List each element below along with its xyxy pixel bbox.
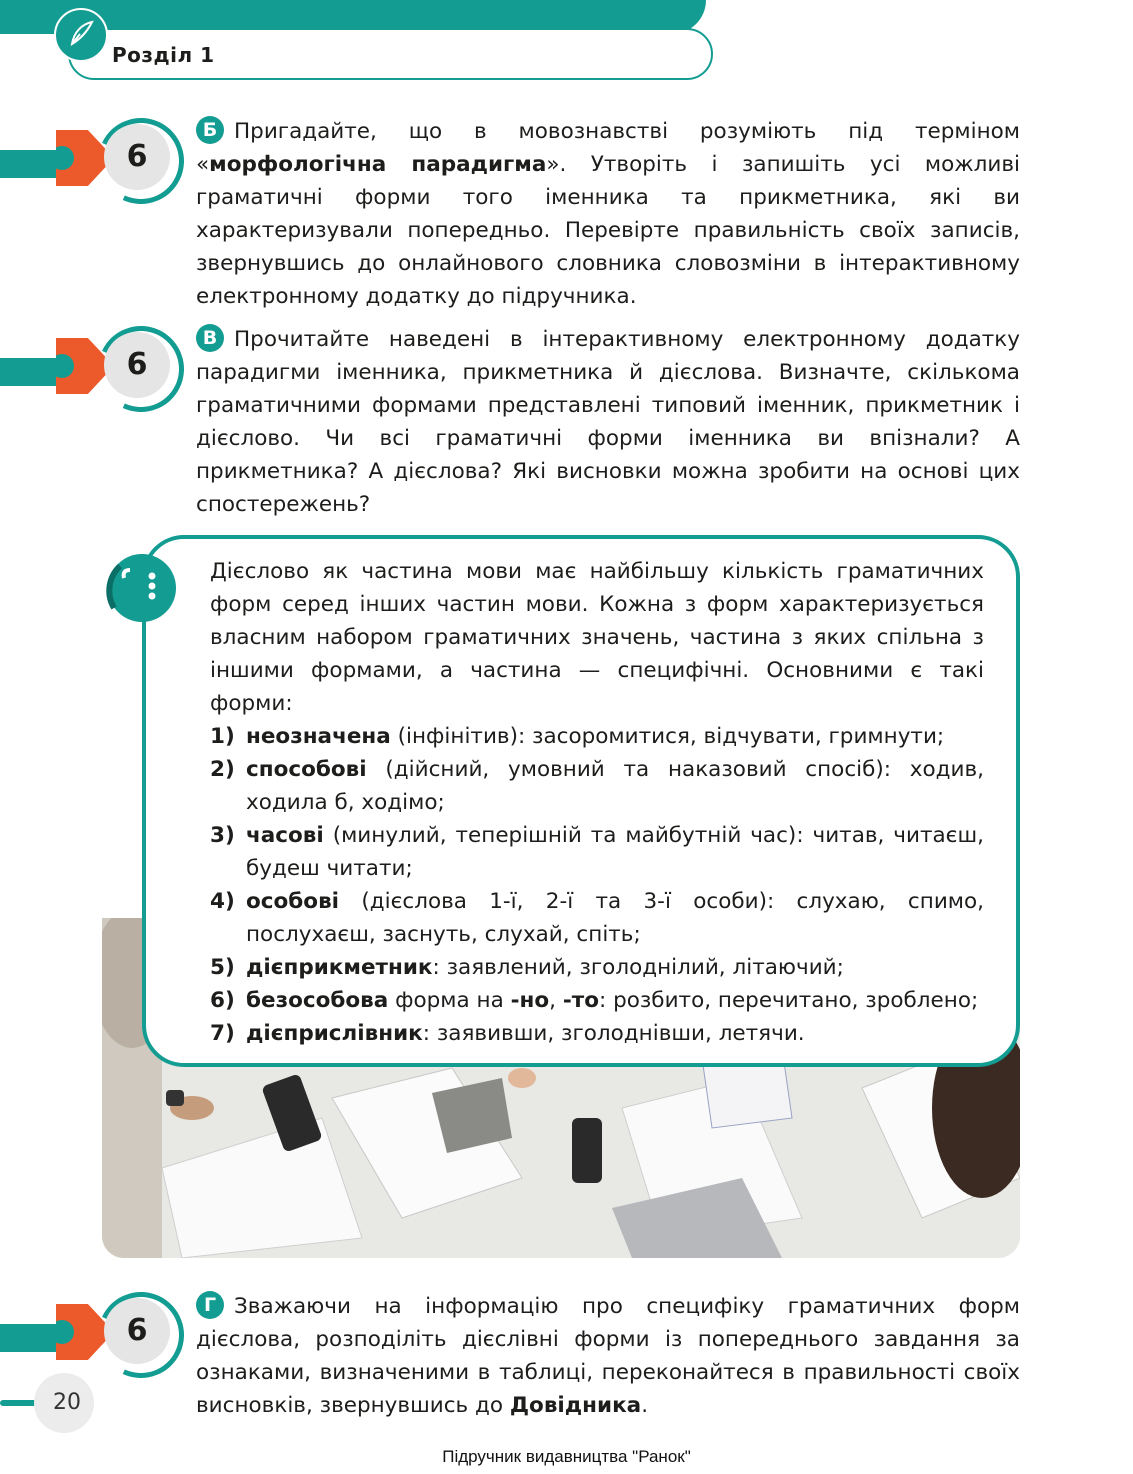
- task-level-number: 6: [126, 1313, 148, 1348]
- verb-forms-list: [210, 720, 984, 1050]
- task-level-number: 6: [126, 139, 148, 174]
- feather-icon: [54, 8, 108, 62]
- task-badge-b: Б: [196, 116, 224, 144]
- publisher-footer: Підручник видавництва "Ранок": [442, 1447, 691, 1466]
- info-text: [210, 555, 984, 1050]
- task-v-text: В Прочитайте наведені в інтерактивному електронному додатку парадигми іменника, прикметника й дієслова. Визначте, скількома граматичними формами представлені типовий іменник, прикметник і дієслово. Чи всі граматичні форми іменника ви впізнали? А прикметника? А дієслова? Які висновки можна зробити на основі цих спостережень?: [196, 323, 1020, 521]
- task-b-text: Б Пригадайте, що в мовознавстві розуміють під терміном «морфологічна парадигма». Утворіть і запишіть усі можливі граматичні форми того іменника та прикметника, які ви характеризували попередньо. Перевірте правильність своїх записів, звернувшись до онлайнового словника словозміни в інтерактивному електронному додатку до підручника.: [196, 115, 1020, 313]
- task-g-text: Г Зважаючи на інформацію про специфіку граматичних форм дієслова, розподіліть дієслівні форми із попереднього завдання за ознаками, визначеними в таблиці, переконайтеся в правильності своїх висновків, звернувшись до Довідника.: [196, 1290, 1020, 1422]
- task-level-number: 6: [126, 347, 148, 382]
- list-item: 1) неозначена (інфінітив): засоромитися, відчувати, гримнути;: [210, 724, 945, 749]
- list-item: 3) часові (минулий, теперішній та майбутній час): читав, читаєш, будеш читати;: [210, 823, 984, 881]
- info-intro: Дієслово як частина мови має найбільшу кількість граматичних форм серед інших частин мови. Кожна з форм характеризується власним набором граматичних значень, частина з яких спільна з іншими формами, а частина — специфічні. Основними є такі форми:: [210, 559, 984, 716]
- info-dots-icon: [100, 548, 180, 628]
- task-marker-v: [0, 324, 190, 424]
- list-item: 4) особові (дієслова 1-ї, 2-ї та 3-ї особи): слухаю, спимо, послухаєш, заснуть, слухай, спіть;: [210, 889, 984, 947]
- list-item: 5) дієприкметник: заявлений, зголоднілий, літаючий;: [210, 955, 844, 980]
- section-title: Розділ 1: [112, 43, 215, 67]
- list-item: 7) дієприслівник: заявивши, зголоднівши, летячи.: [210, 1021, 805, 1046]
- task-badge-g: Г: [196, 1291, 224, 1319]
- page-number: 20: [53, 1390, 81, 1415]
- list-item: 2) способові (дійсний, умовний та наказовий спосіб): ходив, ходила б, ходімо;: [210, 757, 984, 815]
- task-badge-v: В: [196, 324, 224, 352]
- task-marker-b: [0, 116, 190, 216]
- list-item: 6) безособова форма на -но, -то: розбито, перечитано, зроблено;: [210, 988, 979, 1013]
